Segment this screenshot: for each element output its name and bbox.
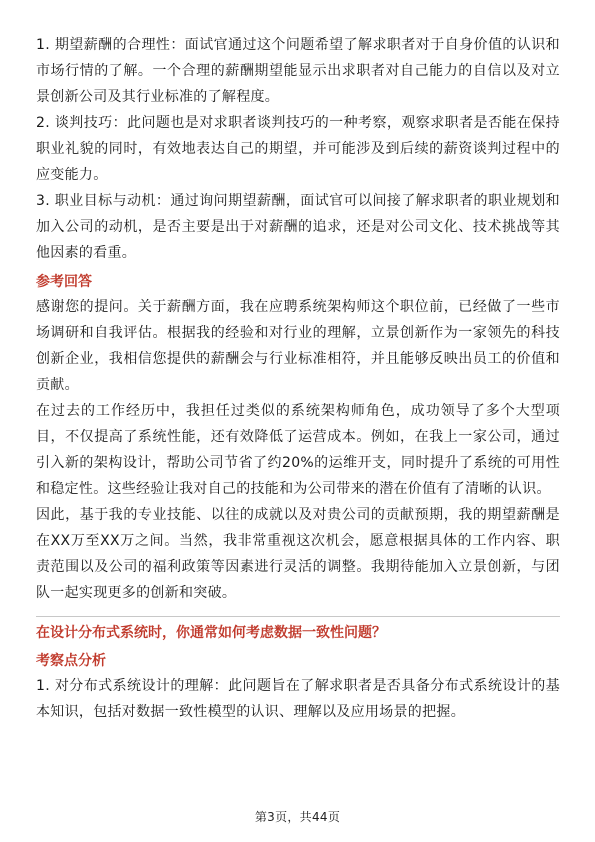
evaluation-points	[36, 32, 560, 266]
section-divider	[36, 616, 560, 617]
evaluation-point: 1. 期望薪酬的合理性：面试官通过这个问题希望了解求职者对于自身价值的认识和市场行情的了解。一个合理的薪酬期望能显示出求职者对自己能力的自信以及对立景创新公司及其行业标准的了解程度。	[36, 37, 560, 105]
answer-heading: 参考回答	[36, 274, 92, 290]
page-footer: 第3页，共44页	[254, 810, 341, 824]
analysis-heading: 考察点分析	[36, 653, 106, 669]
answer-paragraph: 在过去的工作经历中，我担任过类似的系统架构师角色，成功领导了多个大型项目，不仅提高了系统性能，还有效降低了运营成本。例如，在我上一家公司，通过引入新的架构设计，帮助公司节省了约20%的运维开支，同时提升了系统的可用性和稳定性。这些经验让我对自己的技能和为公司带来的潜在价值有了清晰的认识。	[36, 403, 560, 497]
answer-paragraph: 感谢您的提问。关于薪酬方面，我在应聘系统架构师这个职位前，已经做了一些市场调研和自我评估。根据我的经验和对行业的理解，立景创新作为一家领先的科技创新企业，我相信您提供的薪酬会与行业标准相符，并且能够反映出员工的价值和贡献。	[36, 299, 560, 393]
analysis-points	[36, 673, 560, 725]
answer-paragraph: 因此，基于我的专业技能、以往的成就以及对贵公司的贡献预期，我的期望薪酬是在XX万至XX万之间。当然，我非常重视这次机会，愿意根据具体的工作内容、职责范围以及公司的福利政策等因素进行灵活的调整。我期待能加入立景创新，与团队一起实现更多的创新和突破。	[36, 507, 560, 601]
page-content	[36, 32, 560, 725]
interview-question: 在设计分布式系统时，你通常如何考虑数据一致性问题？	[36, 625, 386, 641]
evaluation-point: 2. 谈判技巧：此问题也是对求职者谈判技巧的一种考察，观察求职者是否能在保持职业礼貌的同时，有效地表达自己的期望，并可能涉及到后续的薪资谈判过程中的应变能力。	[36, 115, 560, 183]
reference-answer	[36, 294, 560, 606]
evaluation-point: 3. 职业目标与动机：通过询问期望薪酬，面试官可以间接了解求职者的职业规划和加入公司的动机，是否主要是出于对薪酬的追求，还是对公司文化、技术挑战等其他因素的看重。	[36, 193, 560, 261]
analysis-point: 1. 对分布式系统设计的理解：此问题旨在了解求职者是否具备分布式系统设计的基本知识，包括对数据一致性模型的认识、理解以及应用场景的把握。	[36, 678, 560, 720]
